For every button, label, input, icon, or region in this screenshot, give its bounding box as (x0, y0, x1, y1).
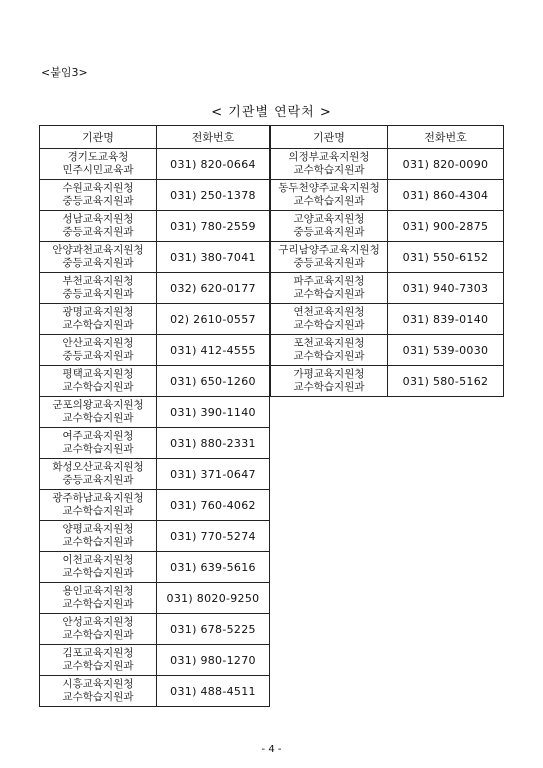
contacts-table-right (270, 125, 504, 397)
table-row (271, 211, 504, 242)
phone-cell: 031) 580-5162 (388, 366, 504, 397)
phone-cell: 031) 550-6152 (388, 242, 504, 273)
department-name: 교수학습지원과 (62, 691, 134, 703)
org-name: 광주하남교육지원청 (52, 492, 144, 504)
department-name: 교수학습지원과 (62, 505, 134, 517)
org-cell (40, 552, 157, 583)
table-row (40, 335, 270, 366)
department-name: 교수학습지원과 (293, 164, 365, 176)
org-name: 안산교육지원청 (62, 337, 134, 349)
table-row (40, 583, 270, 614)
phone-column-header: 전화번호 (157, 126, 270, 149)
table-row (40, 614, 270, 645)
department-name: 중등교육지원과 (62, 474, 134, 486)
org-column-header: 기관명 (271, 126, 388, 149)
table-row (40, 304, 270, 335)
org-name: 화성오산교육지원청 (52, 461, 144, 473)
org-cell (40, 490, 157, 521)
org-name: 동두천양주교육지원청 (278, 182, 380, 194)
org-name: 광명교육지원청 (62, 306, 134, 318)
department-name: 중등교육지원과 (62, 195, 134, 207)
table-row (40, 428, 270, 459)
org-name: 연천교육지원청 (293, 306, 365, 318)
table-row (40, 273, 270, 304)
phone-column-header: 전화번호 (388, 126, 504, 149)
department-name: 교수학습지원과 (62, 660, 134, 672)
org-cell (40, 149, 157, 180)
org-cell (40, 304, 157, 335)
phone-cell: 031) 839-0140 (388, 304, 504, 335)
org-name: 이천교육지원청 (62, 554, 134, 566)
org-name: 용인교육지원청 (62, 585, 134, 597)
org-cell (271, 149, 388, 180)
table-row (271, 366, 504, 397)
phone-cell: 031) 820-0090 (388, 149, 504, 180)
phone-cell: 031) 880-2331 (157, 428, 270, 459)
page-number: - 4 - (261, 744, 282, 755)
org-name: 경기도교육청 (67, 151, 129, 163)
phone-cell: 031) 820-0664 (157, 149, 270, 180)
table-row (271, 335, 504, 366)
phone-cell: 031) 678-5225 (157, 614, 270, 645)
contacts-table-left (39, 125, 270, 707)
appendix-label: <붙임3> (41, 66, 88, 79)
table-row (40, 645, 270, 676)
org-cell (40, 242, 157, 273)
phone-cell: 031) 390-1140 (157, 397, 270, 428)
org-cell (271, 242, 388, 273)
phone-cell: 031) 860-4304 (388, 180, 504, 211)
table-row (271, 304, 504, 335)
org-name: 고양교육지원청 (293, 213, 365, 225)
department-name: 교수학습지원과 (293, 381, 365, 393)
org-cell (271, 335, 388, 366)
department-name: 교수학습지원과 (62, 412, 134, 424)
org-cell (40, 645, 157, 676)
phone-cell: 031) 770-5274 (157, 521, 270, 552)
page-title: < 기관별 연락처 > (211, 105, 332, 120)
table-row (40, 552, 270, 583)
table-row (40, 676, 270, 707)
org-cell (40, 521, 157, 552)
phone-cell: 031) 412-4555 (157, 335, 270, 366)
org-cell (40, 366, 157, 397)
department-name: 교수학습지원과 (62, 381, 134, 393)
phone-cell: 031) 900-2875 (388, 211, 504, 242)
org-name: 안성교육지원청 (62, 616, 134, 628)
org-name: 포천교육지원청 (293, 337, 365, 349)
department-name: 중등교육지원과 (293, 226, 365, 238)
org-cell (271, 211, 388, 242)
org-name: 안양과천교육지원청 (52, 244, 144, 256)
table-row (40, 366, 270, 397)
org-name: 파주교육지원청 (293, 275, 365, 287)
phone-cell: 031) 380-7041 (157, 242, 270, 273)
org-cell (40, 428, 157, 459)
department-name: 중등교육지원과 (62, 288, 134, 300)
phone-cell: 031) 940-7303 (388, 273, 504, 304)
department-name: 교수학습지원과 (62, 567, 134, 579)
table-row (271, 242, 504, 273)
org-cell (40, 273, 157, 304)
phone-cell: 031) 760-4062 (157, 490, 270, 521)
org-name: 부천교육지원청 (62, 275, 134, 287)
department-name: 중등교육지원과 (62, 350, 134, 362)
phone-cell: 031) 780-2559 (157, 211, 270, 242)
org-name: 양평교육지원청 (62, 523, 134, 535)
table-row (40, 490, 270, 521)
org-name: 수원교육지원청 (62, 182, 134, 194)
org-name: 평택교육지원청 (62, 368, 134, 380)
table-row (40, 242, 270, 273)
department-name: 교수학습지원과 (293, 288, 365, 300)
org-cell (40, 614, 157, 645)
phone-cell: 031) 650-1260 (157, 366, 270, 397)
table-row (40, 211, 270, 242)
department-name: 교수학습지원과 (293, 195, 365, 207)
department-name: 교수학습지원과 (293, 319, 365, 331)
department-name: 민주시민교육과 (62, 164, 134, 176)
table-header-row (271, 126, 504, 149)
org-cell (40, 459, 157, 490)
phone-cell: 031) 488-4511 (157, 676, 270, 707)
org-name: 김포교육지원청 (62, 647, 134, 659)
phone-cell: 031) 639-5616 (157, 552, 270, 583)
table-row (271, 180, 504, 211)
org-cell (40, 180, 157, 211)
org-name: 여주교육지원청 (62, 430, 134, 442)
department-name: 중등교육지원과 (62, 226, 134, 238)
department-name: 중등교육지원과 (293, 257, 365, 269)
org-cell (40, 211, 157, 242)
org-cell (40, 676, 157, 707)
table-row (40, 149, 270, 180)
phone-cell: 02) 2610-0557 (157, 304, 270, 335)
department-name: 교수학습지원과 (62, 629, 134, 641)
department-name: 교수학습지원과 (62, 598, 134, 610)
table-row (271, 149, 504, 180)
department-name: 교수학습지원과 (62, 536, 134, 548)
org-column-header: 기관명 (40, 126, 157, 149)
org-cell (40, 397, 157, 428)
phone-cell: 032) 620-0177 (157, 273, 270, 304)
phone-cell: 031) 539-0030 (388, 335, 504, 366)
org-cell (271, 273, 388, 304)
org-name: 성남교육지원청 (62, 213, 134, 225)
phone-cell: 031) 8020-9250 (157, 583, 270, 614)
department-name: 교수학습지원과 (62, 443, 134, 455)
table-row (271, 273, 504, 304)
department-name: 교수학습지원과 (293, 350, 365, 362)
org-cell (271, 366, 388, 397)
org-cell (271, 304, 388, 335)
table-row (40, 397, 270, 428)
org-name: 구리남양주교육지원청 (278, 244, 380, 256)
table-row (40, 180, 270, 211)
phone-cell: 031) 250-1378 (157, 180, 270, 211)
table-row (40, 521, 270, 552)
department-name: 중등교육지원과 (62, 257, 134, 269)
department-name: 교수학습지원과 (62, 319, 134, 331)
org-cell (40, 335, 157, 366)
org-cell (40, 583, 157, 614)
org-name: 시흥교육지원청 (62, 678, 134, 690)
org-name: 가평교육지원청 (293, 368, 365, 380)
table-header-row (40, 126, 270, 149)
org-name: 의정부교육지원청 (288, 151, 370, 163)
org-name: 군포의왕교육지원청 (52, 399, 144, 411)
phone-cell: 031) 371-0647 (157, 459, 270, 490)
org-cell (271, 180, 388, 211)
table-row (40, 459, 270, 490)
phone-cell: 031) 980-1270 (157, 645, 270, 676)
